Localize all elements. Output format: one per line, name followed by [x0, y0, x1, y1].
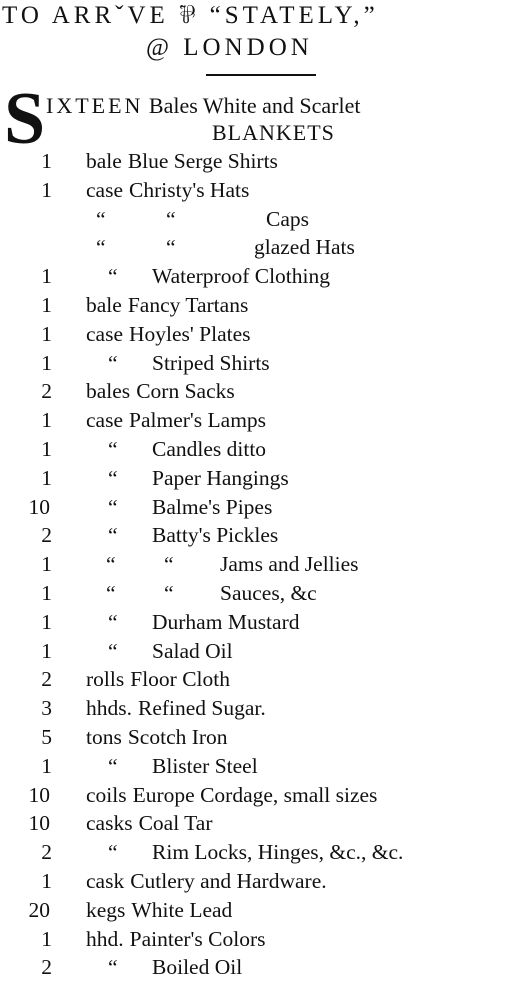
- item-quantity: 1: [41, 149, 52, 173]
- item-unit: case: [86, 408, 123, 433]
- list-item: [0, 464, 526, 493]
- item-quantity: 1: [41, 177, 52, 202]
- item-description: Blue Serge Shirts: [127, 149, 278, 173]
- item-description: Rim Locks, Hinges, &c., &c.: [152, 840, 404, 865]
- item-quantity: 1: [41, 321, 52, 346]
- list-item: [0, 205, 526, 234]
- item-description: Caps: [266, 206, 309, 231]
- item-description: Hoyles' Plates: [129, 321, 251, 346]
- item-unit: hhds.: [86, 696, 132, 721]
- list-item: [0, 176, 526, 205]
- item-description: Paper Hangings: [152, 465, 289, 490]
- item-quantity: 20: [28, 897, 50, 922]
- item-unit: bales: [86, 379, 131, 404]
- item-quantity: 1: [41, 609, 52, 634]
- item-quantity: 10: [28, 782, 50, 807]
- item-unit: coils: [86, 782, 127, 807]
- item-unit: “: [108, 264, 118, 289]
- item-description: Christy's Hats: [129, 177, 250, 202]
- item-unit: “: [106, 552, 116, 577]
- item-description: Blister Steel: [152, 753, 258, 778]
- item-unit: “: [106, 580, 116, 605]
- item-quantity: 1: [41, 868, 52, 893]
- goods-list: [0, 147, 526, 982]
- item-unit: hhd.: [86, 926, 124, 951]
- item-description: Painter's Colors: [129, 926, 266, 951]
- item-unit: cask: [86, 868, 125, 893]
- divider-rule: [206, 74, 316, 76]
- item-quantity: 1: [41, 926, 52, 951]
- item-quantity: 1: [41, 753, 52, 778]
- item-description: Scotch Iron: [127, 724, 228, 749]
- item-unit: case: [86, 177, 123, 202]
- item-description: Balme's Pipes: [152, 494, 273, 519]
- item-description: Floor Cloth: [130, 667, 230, 692]
- item-description: Cutlery and Hardware.: [130, 868, 327, 893]
- item-description: Batty's Pickles: [152, 523, 279, 548]
- list-item: [0, 637, 526, 666]
- list-item: [0, 579, 526, 608]
- item-unit: “: [108, 523, 118, 548]
- list-item: [0, 723, 526, 752]
- intro-line-1-rest: Bales White and Scarlet: [148, 93, 361, 118]
- item-description: Palmer's Lamps: [129, 408, 267, 433]
- item-unit: “: [108, 753, 118, 778]
- list-item: [0, 147, 526, 176]
- list-item: [0, 406, 526, 435]
- item-description: White Lead: [131, 897, 233, 922]
- item-unit: “: [108, 609, 118, 634]
- list-item: [0, 435, 526, 464]
- list-item: [0, 233, 526, 262]
- intro-text: [46, 92, 526, 146]
- item-quantity: 5: [41, 724, 52, 749]
- item-description: Refined Sugar.: [138, 696, 266, 721]
- item-quantity: 10: [28, 494, 50, 519]
- item-unit: “: [108, 494, 118, 519]
- list-item: [0, 694, 526, 723]
- item-unit: casks: [86, 811, 133, 836]
- item-unit-ditto: “: [164, 552, 174, 577]
- item-quantity: 1: [41, 292, 52, 317]
- item-description: Europe Cordage, small sizes: [132, 782, 378, 807]
- list-item: [0, 809, 526, 838]
- item-quantity: 10: [28, 811, 50, 836]
- item-quantity: 1: [41, 408, 52, 433]
- intro-line-2: BLANKETS: [212, 120, 335, 145]
- item-unit: bale: [86, 149, 122, 173]
- item-description: glazed Hats: [254, 235, 355, 260]
- item-unit: rolls: [86, 667, 125, 692]
- headline-port: @ LONDON: [146, 34, 313, 61]
- item-description: Corn Sacks: [136, 379, 235, 404]
- list-item: [0, 838, 526, 867]
- item-description: Waterproof Clothing: [152, 264, 330, 289]
- intro-line-1: [46, 92, 526, 119]
- list-item: [0, 608, 526, 637]
- list-item: [0, 521, 526, 550]
- item-description: Candles ditto: [152, 436, 267, 461]
- item-unit-ditto: “: [166, 206, 176, 231]
- item-quantity: 1: [41, 436, 52, 461]
- list-item: [0, 349, 526, 378]
- item-unit: case: [86, 321, 123, 346]
- item-quantity: 1: [41, 638, 52, 663]
- list-item: [0, 752, 526, 781]
- list-item: [0, 493, 526, 522]
- item-quantity: 1: [41, 580, 52, 605]
- item-quantity: 1: [41, 465, 52, 490]
- item-quantity: 2: [41, 840, 52, 865]
- item-unit: “: [108, 840, 118, 865]
- list-item: [0, 867, 526, 896]
- item-description: Jams and Jellies: [220, 552, 359, 577]
- list-item: [0, 781, 526, 810]
- item-unit-ditto: “: [166, 235, 176, 260]
- intro-lead-word: IXTEEN: [46, 93, 144, 118]
- list-item: [0, 925, 526, 954]
- item-unit: kegs: [86, 897, 126, 922]
- item-unit: “: [108, 465, 118, 490]
- item-unit: “: [108, 436, 118, 461]
- item-quantity: 2: [41, 955, 52, 980]
- list-item: [0, 320, 526, 349]
- list-item: [0, 377, 526, 406]
- list-item: [0, 896, 526, 925]
- item-unit-ditto: “: [164, 580, 174, 605]
- item-description: Durham Mustard: [152, 609, 300, 634]
- item-unit: “: [108, 638, 118, 663]
- item-unit: bale: [86, 292, 122, 317]
- item-description: Boiled Oil: [152, 955, 243, 980]
- list-item: [0, 550, 526, 579]
- list-item: [0, 291, 526, 320]
- list-item: [0, 665, 526, 694]
- list-item: [0, 262, 526, 291]
- item-description: Sauces, &c: [220, 580, 317, 605]
- drop-cap: S: [4, 78, 46, 160]
- item-description: Coal Tar: [138, 811, 213, 836]
- headline-ship: TO ARRˇVE ⅌ “STATELY,”: [2, 2, 379, 29]
- item-description: Salad Oil: [152, 638, 233, 663]
- item-quantity: 1: [41, 264, 52, 289]
- item-quantity: 1: [41, 350, 52, 375]
- item-unit: “: [108, 350, 118, 375]
- item-unit: tons: [86, 724, 122, 749]
- item-quantity: 2: [41, 523, 52, 548]
- item-quantity: 2: [41, 379, 52, 404]
- item-unit: “: [96, 235, 106, 260]
- item-description: Fancy Tartans: [127, 292, 249, 317]
- item-quantity: 1: [41, 552, 52, 577]
- item-unit: “: [96, 206, 106, 231]
- item-quantity: 2: [41, 667, 52, 692]
- item-unit: “: [108, 955, 118, 980]
- item-description: Striped Shirts: [152, 350, 270, 375]
- item-quantity: 3: [41, 696, 52, 721]
